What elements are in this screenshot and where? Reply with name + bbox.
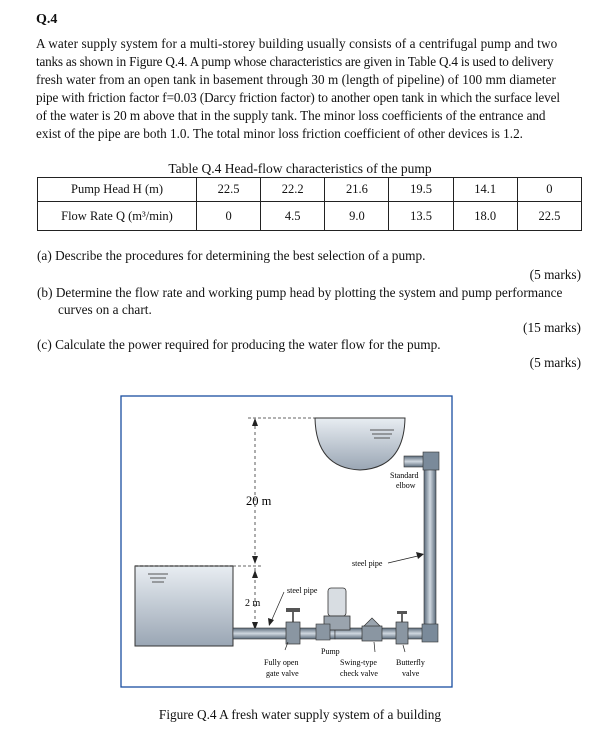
intro-line: exist of the pipe are both 1.0. The total minor loss friction coefficient of other devices is 1.2. [36,126,523,141]
lower-tank [135,566,233,646]
intro-line: fresh water from an open tank in basement through 30 m (length of pipeline) of 100 mm diameter [36,72,556,87]
label-steel-pipe-1: steel pipe [287,586,318,595]
label-butterfly-1: Butterfly [396,658,425,667]
label-check-2: check valve [340,669,378,678]
intro-line: tanks as shown in Figure Q.4. A pump whose characteristics are given in Table Q.4 is used to delivery [36,54,554,69]
part-a-marks: (5 marks) [529,267,581,282]
label-butterfly-2: valve [402,669,420,678]
label-elbow-2: elbow [396,481,416,490]
table-cell: 18.0 [453,202,517,231]
part-c-marks: (5 marks) [529,355,581,370]
part-b-cont: curves on a chart. [58,302,152,317]
label-elbow-1: Standard [390,471,419,480]
table-cell: 4.5 [261,202,325,231]
elbow-fitting [423,452,439,470]
table-cell: 14.1 [453,178,517,202]
label-pump: Pump [321,647,340,656]
table-cell: 0 [517,178,581,202]
label-check-1: Swing-type [340,658,377,667]
part-b: (b) Determine the flow rate and working pump head by plotting the system and pump performance [37,285,563,300]
part-b-marks: (15 marks) [523,320,581,335]
label-20m: 20 m [246,494,272,508]
label-2m: 2 m [245,598,261,609]
table-caption: Table Q.4 Head-flow characteristics of the pump [168,161,432,176]
table-cell: 0 [197,202,261,231]
part-c: (c) Calculate the power required for producing the water flow for the pump. [37,337,441,352]
intro-line: pipe with friction factor f=0.03 (Darcy friction factor) to another open tank in which the surface level [36,90,560,105]
intro-line: of the water is 20 m above that in the supply tank. The minor loss coefficients of the entrance and [36,108,546,123]
part-a: (a) Describe the procedures for determining the best selection of a pump. [37,248,426,263]
table-cell: 22.5 [517,202,581,231]
table-header-flow: Flow Rate Q (m³/min) [38,202,197,231]
label-gate-1: Fully open [264,658,299,667]
table-cell: 22.2 [261,178,325,202]
intro-line: A water supply system for a multi-storey building usually consists of a centrifugal pump and two [36,36,558,51]
label-gate-2: gate valve [266,669,299,678]
riser-pipe [424,462,436,639]
label-steel-pipe-2: steel pipe [352,559,383,568]
table-cell: 9.0 [325,202,389,231]
table-cell: 22.5 [197,178,261,202]
question-number: Q.4 [36,12,58,27]
figure-caption: Figure Q.4 A fresh water supply system of a building [158,707,442,722]
table-header-head: Pump Head H (m) [38,178,197,202]
elbow-fitting-bottom [422,624,438,642]
table-cell: 19.5 [389,178,453,202]
table-cell: 13.5 [389,202,453,231]
table-cell: 21.6 [325,178,389,202]
